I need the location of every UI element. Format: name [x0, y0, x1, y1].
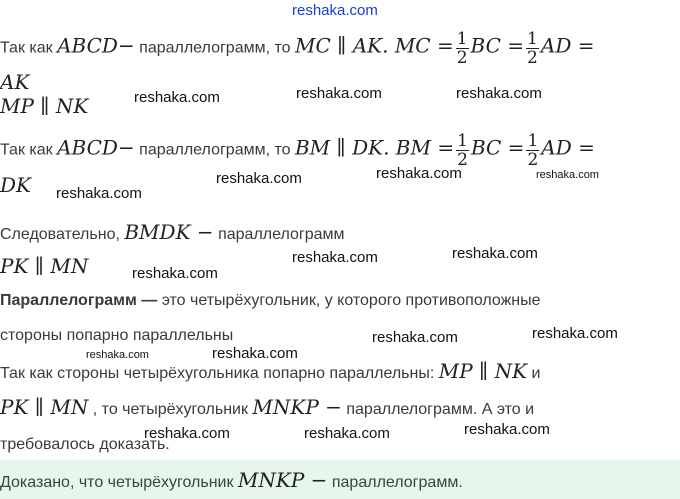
conclusion-text: Доказано, что четырёхугольник MNKP − параллелограмм.	[0, 468, 463, 492]
watermark: reshaka.com	[56, 185, 142, 202]
text-line-5: DK	[0, 173, 31, 197]
text-line-1	[0, 30, 594, 67]
watermark: reshaka.com	[304, 425, 390, 442]
definition-line-2: стороны попарно параллельны	[0, 327, 234, 344]
site-logo[interactable]: reshaka.com	[292, 2, 378, 19]
watermark: reshaka.com	[144, 425, 230, 442]
watermark: reshaka.com	[532, 325, 618, 342]
text-line-11: PK ∥ MN , то четырёхугольник MNKP − параллелограмм. А это и	[0, 395, 535, 419]
text-line-4: Так как ABCD− параллелограмм, то BM ∥ DK. BM = $\frac{1}{2}$ BC = $\frac{1}{2}$ AD =	[0, 131, 595, 170]
watermark: reshaka.com	[216, 170, 302, 187]
watermark: reshaka.com	[456, 85, 542, 102]
fraction: $\frac{1}{2}$	[456, 29, 468, 68]
text-line-2: AK	[0, 70, 30, 94]
watermark: reshaka.com	[536, 169, 599, 181]
definition-line-1: Параллелограмм — это четырёхугольник, у которого противоположные	[0, 292, 541, 309]
math: MC ∥ AK. MC =	[294, 33, 454, 58]
watermark: reshaka.com	[134, 89, 220, 106]
text: Так как	[0, 39, 58, 57]
fraction: $\frac{1}{2}$	[527, 29, 538, 68]
text-line-6: Следовательно, BMDK − параллелограмм	[0, 220, 345, 244]
watermark: reshaka.com	[372, 329, 458, 346]
text-line-12: требовалось доказать.	[0, 436, 170, 453]
watermark: reshaka.com	[292, 249, 378, 266]
term: Параллелограмм —	[0, 292, 158, 309]
math: AD =	[540, 33, 595, 58]
math: ABCD−	[57, 33, 135, 58]
watermark: reshaka.com	[296, 85, 382, 102]
text-line-7: PK ∥ MN	[0, 254, 89, 278]
math: BC =	[470, 33, 525, 58]
fraction: $\frac{1}{2}$	[527, 131, 539, 170]
watermark: reshaka.com	[464, 421, 550, 438]
watermark: reshaka.com	[86, 349, 149, 361]
text-line-10: Так как стороны четырёхугольника попарно параллельны: MP ∥ NK и	[0, 359, 541, 383]
fraction: $\frac{1}{2}$	[457, 131, 468, 170]
watermark: reshaka.com	[132, 265, 218, 282]
watermark: reshaka.com	[452, 245, 538, 262]
watermark: reshaka.com	[212, 345, 298, 362]
watermark: reshaka.com	[376, 165, 462, 182]
text-line-3: MP ∥ NK	[0, 94, 89, 118]
text: параллелограмм, то	[134, 39, 295, 57]
